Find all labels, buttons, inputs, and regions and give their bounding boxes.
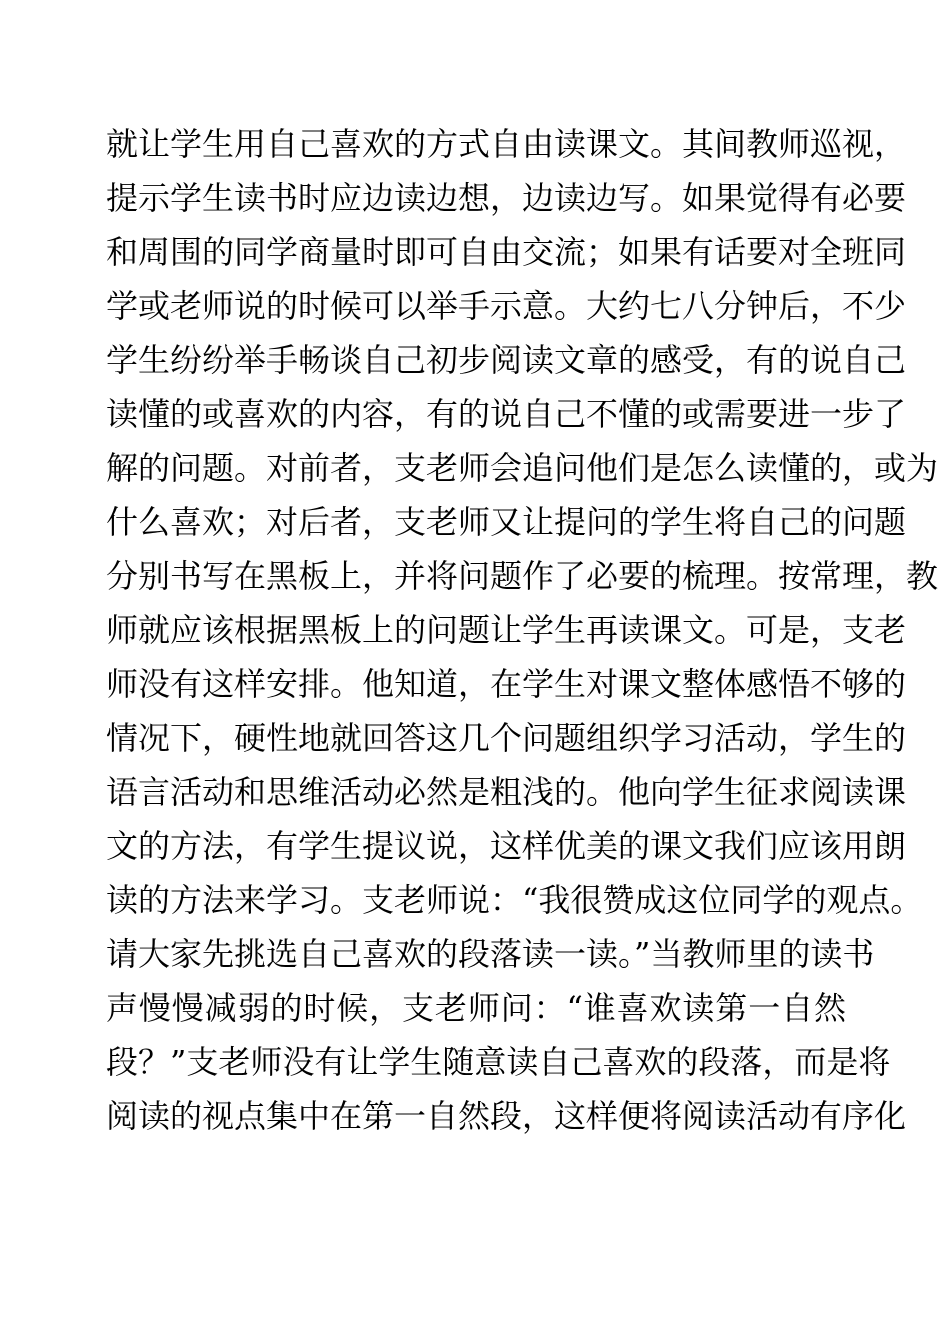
body-paragraph xyxy=(106,117,939,1143)
text-line: 语言活动和思维活动必然是粗浅的。他向学生征求阅读课 xyxy=(106,773,907,811)
text-line: 和周围的同学商量时即可自由交流；如果有话要对全班同 xyxy=(106,233,907,271)
text-line: 就让学生用自己喜欢的方式自由读课文。其间教师巡视， xyxy=(106,125,907,163)
text-line: 读的方法来学习。支老师说：“我很赞成这位同学的观点。 xyxy=(106,881,923,919)
text-line: 文的方法，有学生提议说，这样优美的课文我们应该用朗 xyxy=(106,827,907,865)
text-line: 解的问题。对前者，支老师会追问他们是怎么读懂的，或为 xyxy=(106,449,939,487)
text-line: 分别书写在黑板上，并将问题作了必要的梳理。按常理，教 xyxy=(106,557,939,595)
text-line: 读懂的或喜欢的内容，有的说自己不懂的或需要进一步了 xyxy=(106,395,907,433)
text-line: 提示学生读书时应边读边想，边读边写。如果觉得有必要 xyxy=(106,179,907,217)
text-line: 师没有这样安排。他知道，在学生对课文整体感悟不够的 xyxy=(106,665,907,703)
text-line: 师就应该根据黑板上的问题让学生再读课文。可是，支老 xyxy=(106,611,907,649)
text-line: 段？”支老师没有让学生随意读自己喜欢的段落，而是将 xyxy=(106,1043,891,1081)
text-line: 学或老师说的时候可以举手示意。大约七八分钟后，不少 xyxy=(106,287,907,325)
text-line: 请大家先挑选自己喜欢的段落读一读。”当教师里的读书 xyxy=(106,935,875,973)
text-line: 阅读的视点集中在第一自然段，这样便将阅读活动有序化 xyxy=(106,1097,907,1135)
text-line: 什么喜欢；对后者，支老师又让提问的学生将自己的问题 xyxy=(106,503,907,541)
text-line: 声慢慢减弱的时候，支老师问：“谁喜欢读第一自然 xyxy=(106,989,846,1027)
text-line: 情况下，硬性地就回答这几个问题组织学习活动，学生的 xyxy=(106,719,907,757)
text-line: 学生纷纷举手畅谈自己初步阅读文章的感受，有的说自己 xyxy=(106,341,907,379)
